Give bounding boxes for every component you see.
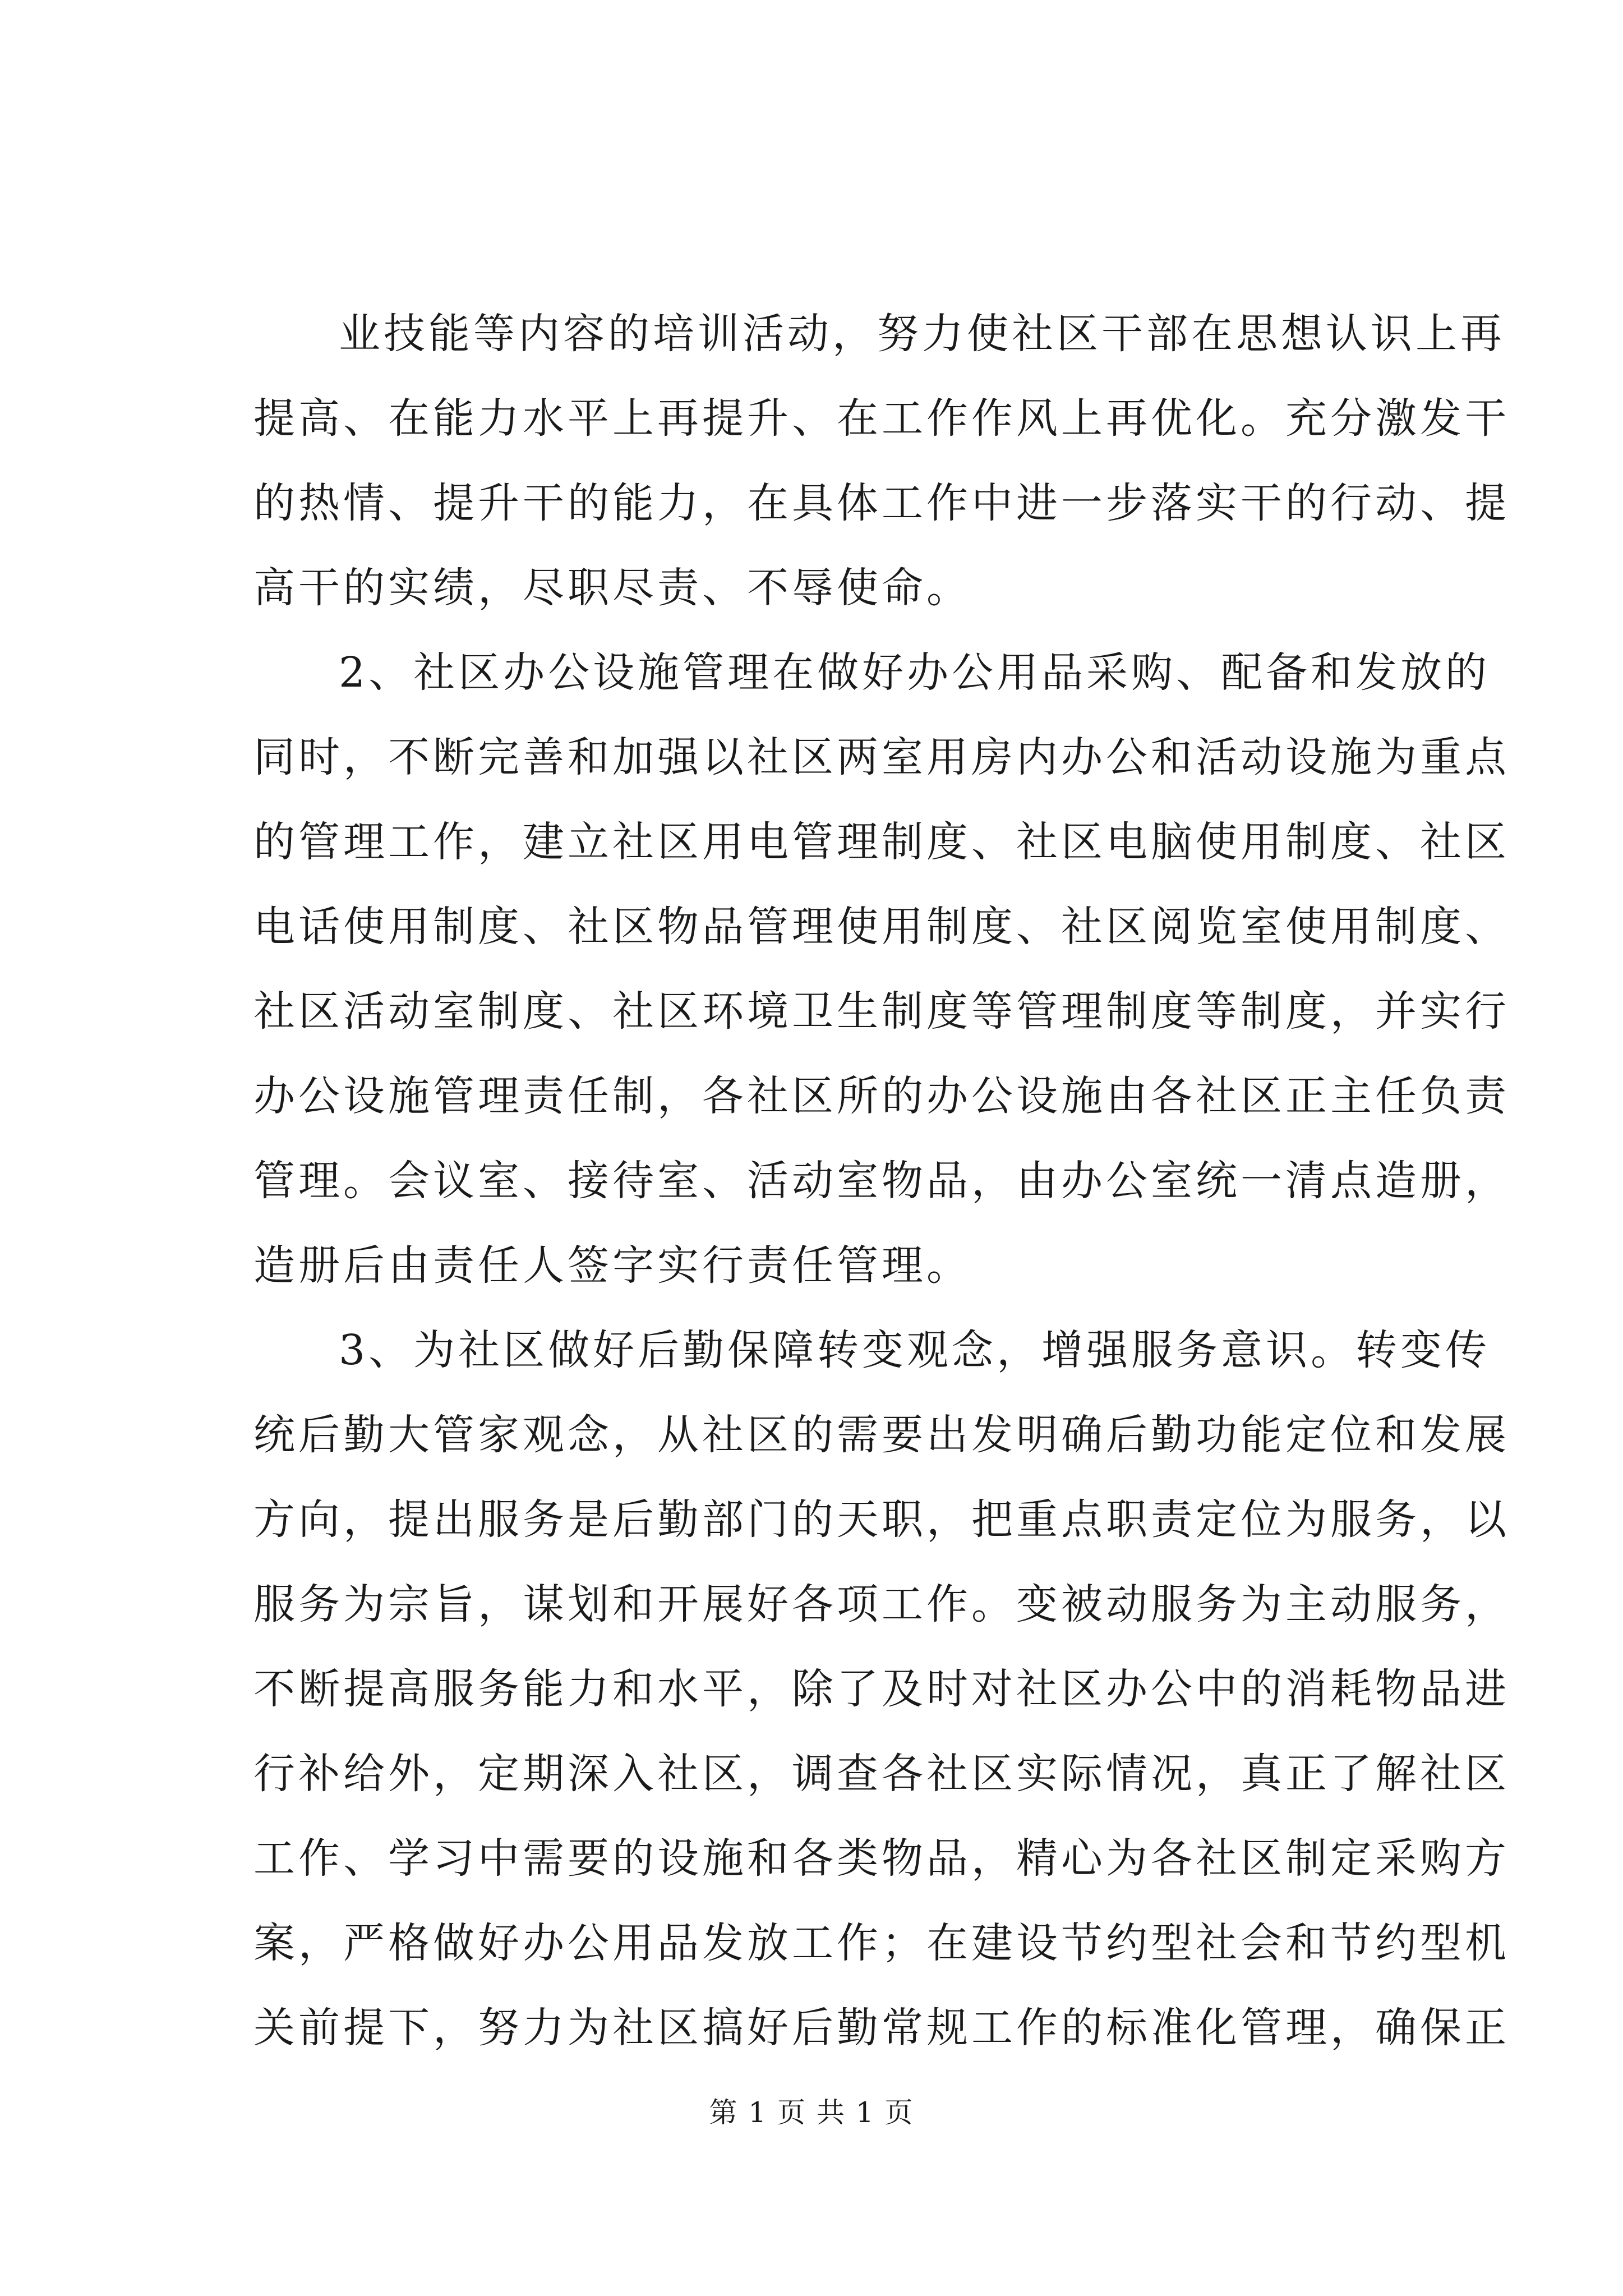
text-line: 关前提下，努力为社区搞好后勤常规工作的标准化管理，确保正 xyxy=(253,2004,1510,2052)
text-line: 不断提高服务能力和水平，除了及时对社区办公中的消耗物品进 xyxy=(253,1665,1510,1713)
text-line: 2、社区办公设施管理在做好办公用品采购、配备和发放的 xyxy=(339,648,1491,697)
text-line: 方向，提出服务是后勤部门的天职，把重点职责定位为服务，以 xyxy=(253,1496,1510,1544)
text-line: 管理。会议室、接待室、活动室物品，由办公室统一清点造册， xyxy=(253,1157,1510,1205)
text-line: 工作、学习中需要的设施和各类物品，精心为各社区制定采购方 xyxy=(253,1834,1510,1883)
text-line: 提高、在能力水平上再提升、在工作作风上再优化。充分激发干 xyxy=(253,394,1510,443)
text-line: 案，严格做好办公用品发放工作；在建设节约型社会和节约型机 xyxy=(253,1919,1510,1967)
text-line: 服务为宗旨，谋划和开展好各项工作。变被动服务为主动服务， xyxy=(253,1580,1510,1628)
text-line: 高干的实绩，尽职尽责、不辱使命。 xyxy=(253,564,971,612)
text-line: 行补给外，定期深入社区，调查各社区实际情况，真正了解社区 xyxy=(253,1750,1510,1798)
text-line: 的管理工作，建立社区用电管理制度、社区电脑使用制度、社区 xyxy=(253,818,1510,866)
text-line: 3、为社区做好后勤保障转变观念，增强服务意识。转变传 xyxy=(339,1326,1491,1374)
body-text xyxy=(253,292,1510,2070)
text-line: 造册后由责任人签字实行责任管理。 xyxy=(253,1241,971,1290)
page-number-footer: 第 1 页 共 1 页 xyxy=(709,2096,914,2129)
text-line: 办公设施管理责任制，各社区所的办公设施由各社区正主任负责 xyxy=(253,1072,1510,1120)
text-line: 统后勤大管家观念，从社区的需要出发明确后勤功能定位和发展 xyxy=(253,1411,1510,1459)
text-line: 电话使用制度、社区物品管理使用制度、社区阅览室使用制度、 xyxy=(253,903,1510,951)
text-line: 的热情、提升干的能力，在具体工作中进一步落实干的行动、提 xyxy=(253,479,1510,527)
text-line: 同时，不断完善和加强以社区两室用房内办公和活动设施为重点 xyxy=(253,733,1510,781)
text-line: 业技能等内容的培训活动，努力使社区干部在思想认识上再 xyxy=(339,310,1505,358)
text-line: 社区活动室制度、社区环境卫生制度等管理制度等制度，并实行 xyxy=(253,987,1510,1036)
